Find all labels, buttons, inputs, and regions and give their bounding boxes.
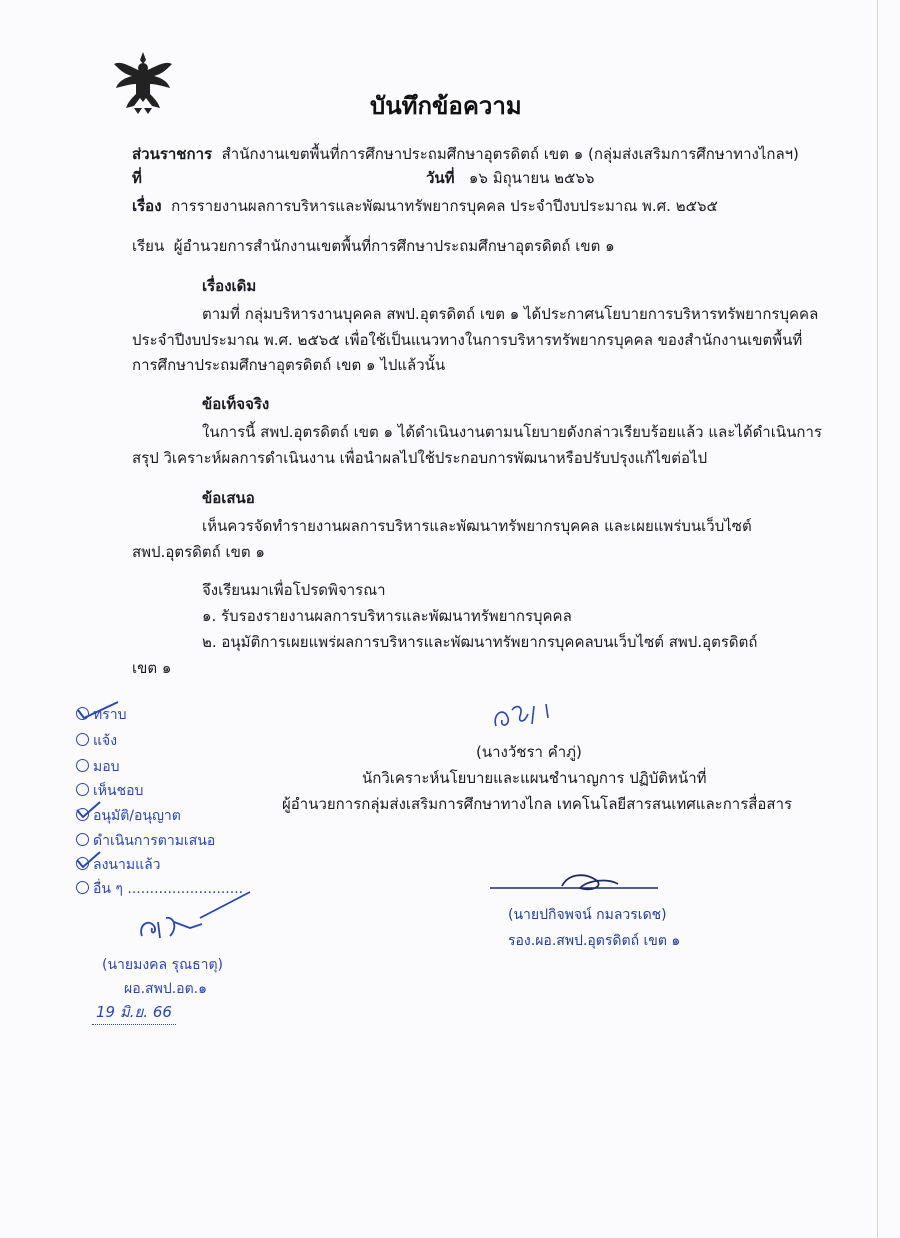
request-item: ๒. อนุมัติการเผยแพร่ผลการบริหารและพัฒนาทรัพยากรบุคคลบนเว็บไซต์ สพป.อุตรดิตถ์	[202, 633, 758, 651]
approval-option-signed[interactable]: ลงนามแล้ว	[76, 854, 161, 876]
facts-line: สรุป วิเคราะห์ผลการดำเนินงาน เพื่อนำผลไปใช้ประกอบการพัฒนาหรือปรับปรุงแก้ไขต่อไป	[132, 449, 708, 467]
facts-line: ในการนี้ สพป.อุตรดิตถ์ เขต ๑ ได้ดำเนินงานตามนโยบายดังกล่าวเรียบร้อยแล้ว และได้ดำเนินการ	[202, 423, 822, 441]
check-mark-icon	[74, 850, 104, 870]
approval-option-inform[interactable]: แจ้ง	[76, 730, 117, 752]
date-label: วันที่	[426, 169, 455, 187]
deputy-name: (นายปกิจพจน์ กมลวรเดช)	[508, 907, 667, 923]
approval-option-agree[interactable]: เห็นชอบ	[76, 780, 143, 802]
checkbox-icon	[76, 881, 89, 894]
date-line	[426, 166, 594, 190]
request-item: เขต ๑	[132, 659, 172, 677]
background-heading: เรื่องเดิม	[202, 277, 257, 295]
subject-line	[132, 194, 718, 218]
director-signature	[130, 888, 260, 944]
approval-option-acknowledge[interactable]: ทราบ	[76, 704, 127, 726]
to-label: เรียน	[132, 237, 165, 255]
closing-line: จึงเรียนมาเพื่อโปรดพิจารณา	[202, 581, 386, 599]
director-title: ผอ.สพป.อต.๑	[124, 981, 208, 997]
deputy-title: รอง.ผอ.สพป.อุตรดิตถ์ เขต ๑	[508, 933, 681, 949]
director-name: (นายมงคล รุณธาตุ)	[102, 957, 224, 973]
check-mark-icon	[74, 800, 104, 820]
agency-line	[132, 142, 799, 166]
agency-value: สำนักงานเขตพื้นที่การศึกษาประถมศึกษาอุตรดิตถ์ เขต ๑ (กลุ่มส่งเสริมการศึกษาทางไกลฯ)	[221, 145, 799, 163]
background-line: ตามที่ กลุ่มบริหารงานบุคคล สพป.อุตรดิตถ์ เขต ๑ ได้ประกาศนโยบายการบริหารทรัพยากรบุคคล	[202, 305, 819, 323]
to-line	[132, 234, 615, 258]
background-line: การศึกษาประถมศึกษาอุตรดิตถ์ เขต ๑ ไปแล้วนั้น	[132, 356, 446, 374]
proposal-line: สพป.อุตรดิตถ์ เขต ๑	[132, 543, 265, 561]
document-title: บันทึกข้อความ	[370, 92, 522, 120]
garuda-emblem-icon	[112, 50, 174, 116]
checkbox-icon	[76, 783, 89, 796]
ref-label: ที่	[132, 169, 142, 187]
deputy-signature	[488, 866, 668, 900]
signer-name: (นางวัชรา คำภู่)	[476, 743, 582, 761]
background-line: ประจำปีงบประมาณ พ.ศ. ๒๕๖๕ เพื่อใช้เป็นแนวทางในการบริหารทรัพยากรบุคคล ของสำนักงานเขตพื้นที่	[132, 331, 803, 349]
page-edge	[877, 0, 878, 1238]
date-value: ๑๖ มิถุนายน ๒๕๖๖	[468, 169, 595, 187]
checkbox-icon	[76, 733, 89, 746]
approval-option-other[interactable]: อื่น ๆ ..........................	[76, 878, 243, 900]
agency-label: ส่วนราชการ	[132, 145, 213, 163]
approval-option-assign[interactable]: มอบ	[76, 756, 120, 778]
subject-label: เรื่อง	[132, 197, 162, 215]
checkbox-icon	[76, 833, 89, 846]
approval-option-approve[interactable]: อนุมัติ/อนุญาต	[76, 805, 181, 827]
signer-position: นักวิเคราะห์นโยบายและแผนชำนาญการ ปฏิบัติหน้าที่	[362, 769, 707, 787]
to-value: ผู้อำนวยการสำนักงานเขตพื้นที่การศึกษาประถมศึกษาอุตรดิตถ์ เขต ๑	[173, 237, 615, 255]
subject-value: การรายงานผลการบริหารและพัฒนาทรัพยากรบุคคล ประจำปีงบประมาณ พ.ศ. ๒๕๖๕	[171, 197, 718, 215]
approval-option-proceed[interactable]: ดำเนินการตามเสนอ	[76, 830, 215, 852]
signer-position: ผู้อำนวยการกลุ่มส่งเสริมการศึกษาทางไกล เทคโนโลยีสารสนเทศและการสื่อสาร	[282, 795, 793, 813]
check-mark-icon	[74, 700, 124, 722]
request-item: ๑. รับรองรายงานผลการบริหารและพัฒนาทรัพยากรบุคคล	[202, 607, 572, 625]
facts-heading: ข้อเท็จจริง	[202, 395, 270, 413]
checkbox-icon	[76, 759, 89, 772]
director-date: 19 มิ.ย. 66	[92, 1000, 176, 1025]
signer-signature	[488, 696, 578, 736]
proposal-line: เห็นควรจัดทำรายงานผลการบริหารและพัฒนาทรัพยากรบุคคล และเผยแพร่บนเว็บไซต์	[202, 517, 752, 535]
proposal-heading: ข้อเสนอ	[202, 489, 255, 507]
